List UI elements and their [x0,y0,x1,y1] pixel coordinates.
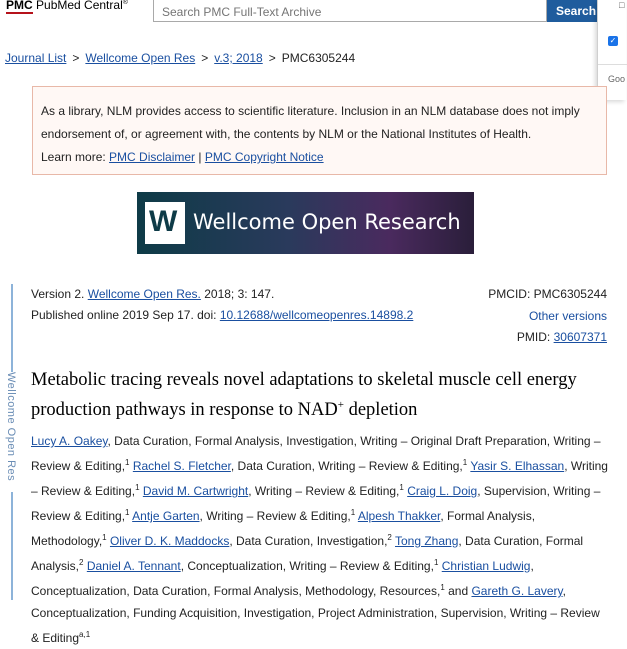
search-button[interactable]: Search [547,0,607,22]
popup-checkbox[interactable]: ✓ [609,36,617,45]
author-roles: , Data Curation, Investigation, [229,534,388,548]
notice-line-2: endorsement of, or agreement with, the contents by NLM or the National Institutes of Health. [41,127,532,141]
popup-icon: □ [619,0,625,10]
breadcrumb-separator: > [201,51,209,65]
popup-divider [598,64,627,65]
author-affiliation: 1 [135,483,140,492]
author-name-link[interactable]: Oliver D. K. Maddocks [109,534,230,548]
author-affiliation: a,1 [79,630,91,639]
author-affiliation: 1 [433,558,439,567]
author-roles: , Conceptualization, Writing – Review & Editing, [180,559,434,573]
pmc-logo-mark: PMC [6,0,33,12]
author-roles: , Writing – Review & Editing, [248,484,400,498]
notice-divider: | [198,150,202,164]
author-roles: , Data Curation, Formal Analysis, [31,534,584,573]
author-roles: , Conceptualization, Data Curation, Formal Analysis, Methodology, Resources, [31,559,534,598]
article-ids [488,284,607,349]
author-name-link[interactable]: Gareth G. Lavery [471,584,563,598]
author-roles: , Supervision, Writing – Review & Editing, [31,484,601,523]
author-name-link[interactable]: Craig L. Doig [407,484,478,498]
journal-banner[interactable] [137,192,474,254]
pmc-copyright-link[interactable]: PMC Copyright Notice [204,150,324,164]
author-roles: , Formal Analysis, Methodology, [31,509,536,548]
article-title: Metabolic tracing reveals novel adaptations to skeletal muscle cell energy production pathways in response to NAD+ depletion [31,370,577,421]
author-list [31,430,609,649]
author-affiliation: 1 [125,508,130,517]
other-versions-link[interactable]: Other versions [528,308,607,323]
author-affiliation: 1 [125,458,130,467]
learn-more-label: Learn more: [41,150,106,164]
notice-line-1: As a library, NLM provides access to scientific literature. Inclusion in an NLM database does not imply [41,104,580,118]
author-affiliation: 1 [462,458,468,467]
article-citation [31,284,413,326]
nlm-disclaimer-notice [32,86,607,175]
author-affiliation: 1 [102,533,107,542]
pmc-disclaimer-link[interactable]: PMC Disclaimer [109,150,196,164]
author-name-link[interactable]: Christian Ludwig [441,559,531,573]
author-conjunction: and [444,584,469,598]
author-roles: , Conceptualization, Funding Acquisition, Investigation, Project Administration, Supervision, Writing – Review & Editing [31,584,600,645]
author-affiliation: 1 [350,508,356,517]
extension-popup [597,0,626,100]
breadcrumb-separator: > [268,51,276,65]
author-roles: , Writing – Review & Editing, [31,459,608,498]
author-name-link[interactable]: Rachel S. Fletcher [132,459,231,473]
author-affiliation: 2 [387,533,392,542]
breadcrumb-volume[interactable]: v.3; 2018 [214,51,263,65]
notice-line-3 [41,146,606,169]
breadcrumb-separator: > [72,51,80,65]
author-affiliation: 1 [399,483,404,492]
author-roles: , Data Curation, Writing – Review & Editing, [230,459,463,473]
breadcrumb-journal[interactable]: Wellcome Open Res [85,51,196,65]
author-name-link[interactable]: Daniel A. Tennant [86,559,181,573]
citation-line [31,284,413,305]
version-label: Version 2. [31,287,85,301]
pmc-logo-text: PubMed Central [36,0,123,12]
author-affiliation: 2 [79,558,84,567]
search-input[interactable] [153,0,547,22]
journal-link[interactable]: Wellcome Open Res. [87,287,201,301]
pmc-logo[interactable] [6,0,128,12]
registered-mark: ® [122,0,128,6]
author-name-link[interactable]: Alpesh Thakker [357,509,441,523]
author-name-link[interactable]: Antje Garten [132,509,200,523]
site-header [0,0,626,24]
author-roles: , Data Curation, Formal Analysis, Investigation, Writing – Original Draft Preparation, Writing – Review & Editing, [31,434,601,473]
author-name-link[interactable]: Tong Zhang [395,534,459,548]
breadcrumb-journal-list[interactable]: Journal List [5,51,67,65]
doi-link[interactable]: 10.12688/wellcomeopenres.14898.2 [219,308,414,322]
pmid-label: PMID: [516,330,551,344]
breadcrumb [5,51,355,65]
author-name-link[interactable]: Yasir S. Elhassan [470,459,565,473]
published-line [31,305,413,326]
title-superscript: + [337,399,344,411]
author-affiliation: 1 [440,583,445,592]
pmid-line [488,327,607,349]
author-roles: , Writing – Review & Editing, [199,509,351,523]
popup-google-text: Goo [608,74,626,84]
breadcrumb-current: PMC6305244 [281,51,356,65]
wellcome-logo-icon: W [145,202,185,244]
pmcid: PMCID: PMC6305244 [488,287,607,301]
journal-side-label: Wellcome Open Res [5,372,19,492]
pmid-link[interactable]: 30607371 [553,330,607,344]
published-label: Published online 2019 Sep 17. doi: [31,308,217,322]
author-name-link[interactable]: Lucy A. Oakey [31,434,108,448]
citation-details: 2018; 3: 147. [204,287,275,301]
journal-banner-title: Wellcome Open Research [193,210,461,234]
author-name-link[interactable]: David M. Cartwright [142,484,249,498]
